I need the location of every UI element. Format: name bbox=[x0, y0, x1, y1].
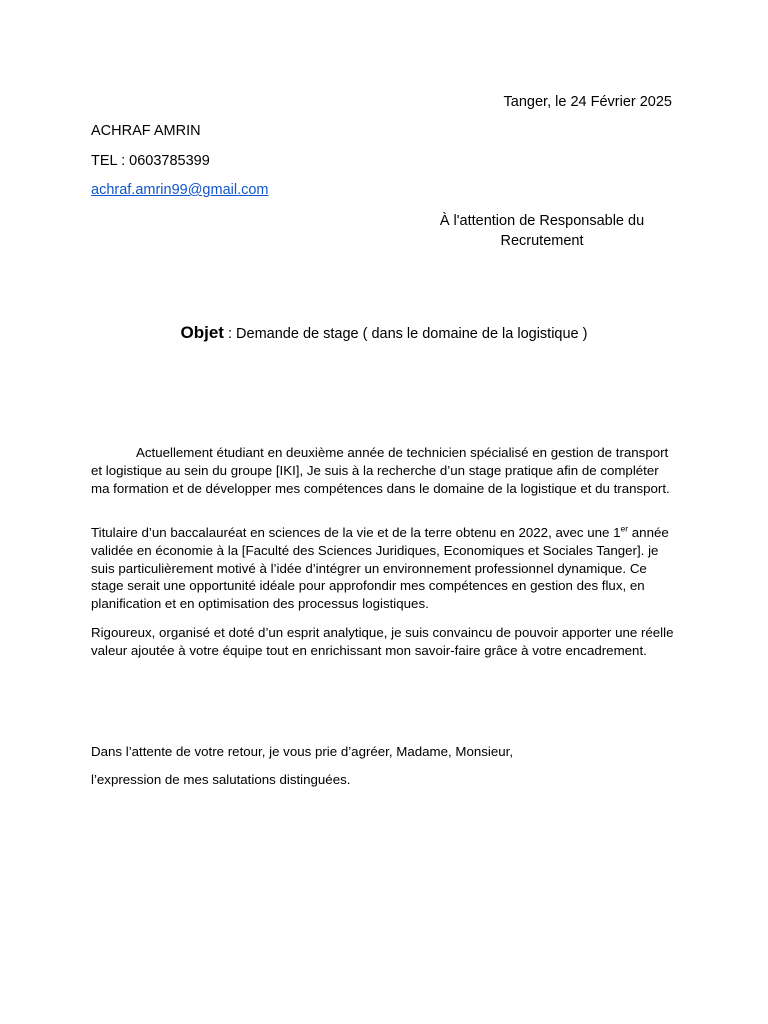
body-paragraph-2 bbox=[91, 524, 677, 613]
recipient-line-1: À l'attention de Responsable du bbox=[439, 213, 645, 229]
sender-email-line bbox=[91, 181, 269, 199]
paragraph-text-end: année validée en économie à la [Faculté des Sciences Juridiques, Economiques et Sociales Tanger]. je suis particulièrement motivé à l’idée d’intégrer un environnement professionnel dynamique. Ce stage serait une opportunité idéale pour approfondir mes compétences en gestion des flux, en planification et en optimisation des processus logistiques. bbox=[91, 525, 669, 612]
body-paragraph-3 bbox=[91, 624, 677, 660]
body-paragraph-1 bbox=[91, 444, 677, 497]
subject-label: Objet bbox=[180, 323, 224, 342]
subject-text: : Demande de stage ( dans le domaine de la logistique ) bbox=[223, 326, 588, 342]
subject-line bbox=[0, 322, 768, 345]
letter-date: Tanger, le 24 Février 2025 bbox=[503, 94, 672, 110]
paragraph-text bbox=[91, 524, 677, 613]
paragraph-text: Rigoureux, organisé et doté d’un esprit analytique, je suis convaincu de pouvoir apporter une réelle valeur ajoutée à votre équipe tout en enrichissant mon savoir-faire grâce à votre encadrement. bbox=[91, 625, 674, 658]
recipient-line-2: Recrutement bbox=[500, 233, 584, 249]
recipient-block bbox=[420, 211, 664, 251]
sender-email-link[interactable]: achraf.amrin99@gmail.com bbox=[91, 182, 269, 198]
superscript-er: er bbox=[620, 523, 629, 534]
closing-line-1: Dans l’attente de votre retour, je vous prie d’agréer, Madame, Monsieur, bbox=[91, 744, 514, 759]
sender-name: ACHRAF AMRIN bbox=[91, 123, 201, 139]
paragraph-text: Actuellement étudiant en deuxième année de technicien spécialisé en gestion de transport et logistique au sein du groupe [IKI], Je suis à la recherche d’un stage pratique afin de compléter ma formation et de développer mes compétences dans le domaine de la logistique et du transport. bbox=[91, 445, 670, 496]
paragraph-text-start: Titulaire d’un baccalauréat en sciences de la vie et de la terre obtenu en 2022, avec une 1 bbox=[91, 525, 621, 540]
sender-phone: TEL : 0603785399 bbox=[91, 153, 210, 169]
closing-line-2: l’expression de mes salutations distinguées. bbox=[91, 772, 351, 787]
